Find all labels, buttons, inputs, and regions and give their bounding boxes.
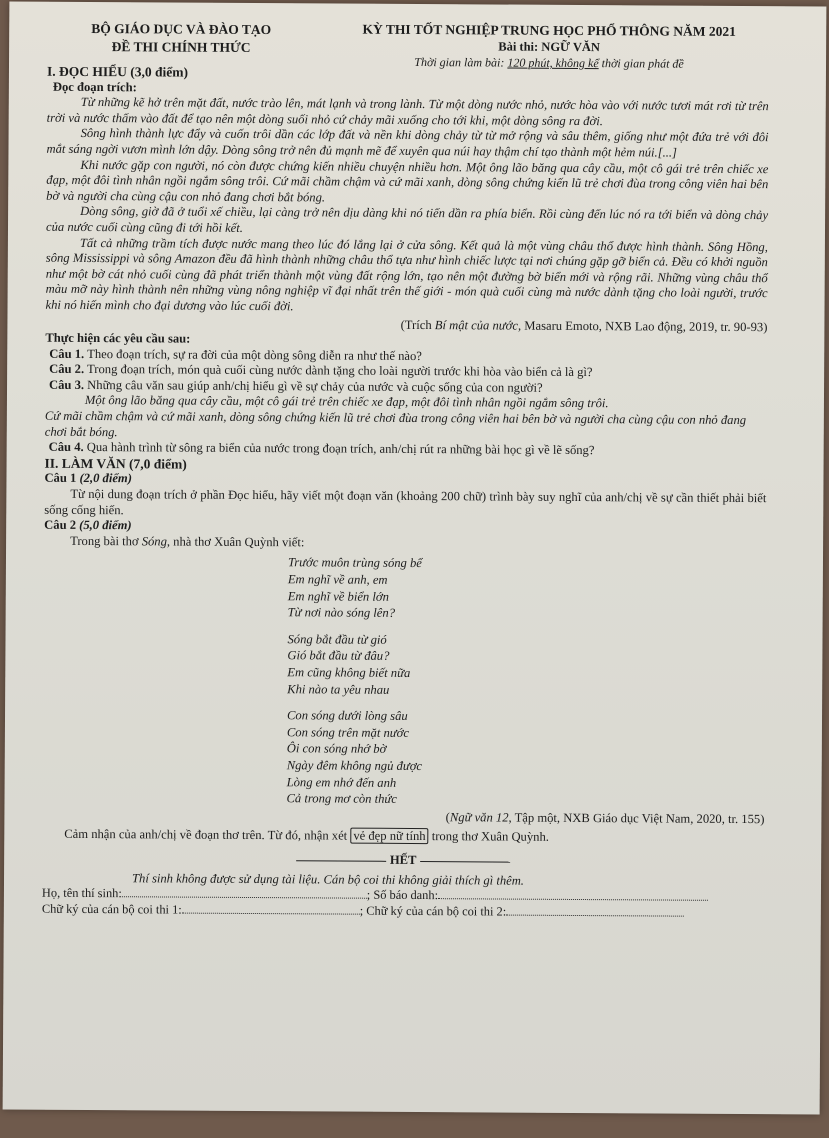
question-3-quote: Cứ mãi chầm chậm và cứ mãi xanh, dòng sông chứng kiến lũ trẻ chơi đùa trong công viên hai bên bờ và người cha cùng cậu con nhỏ đang chơi bắt bóng. xyxy=(44,408,747,439)
essay-1-label: Câu 1 (2,0 điểm) xyxy=(44,471,132,486)
poem-line: Khi nào ta yêu nhau xyxy=(287,681,390,697)
poem-stanza xyxy=(286,707,765,809)
exam-note: Thí sinh không được sử dụng tài liệu. Cán bộ coi thi không giải thích gì thêm. xyxy=(131,870,525,888)
passage-paragraph: Từ những kẽ hở trên mặt đất, nước trào lên, mát lạnh và trong lành. Từ một dòng nước nhỏ, nước hòa vào với nước tươi mát rơi từ trên trời và nước thấm vào đất để tạo nên một dòng suối nhỏ cứ chảy mãi xuống cho tới khi, một dòng sông ra đời. xyxy=(46,95,769,128)
candidate-name-label: Họ, tên thí sinh: xyxy=(41,885,122,901)
exam-header xyxy=(339,22,759,73)
exam-subject: Bài thi: NGỮ VĂN xyxy=(498,39,601,55)
question-1: Câu 1. Theo đoạn trích, sự ra đời của một dòng sông diễn ra như thế nào? xyxy=(49,346,422,363)
exam-content xyxy=(42,64,769,922)
candidate-number-label: ; Số báo danh: xyxy=(366,887,439,903)
part2-heading: II. LÀM VĂN (7,0 điểm) xyxy=(44,455,187,472)
essay-2-label: Câu 2 (5,0 điểm) xyxy=(44,517,132,533)
highlighted-phrase: vẻ đẹp nữ tính xyxy=(350,828,428,844)
proctor-2-signature-field[interactable] xyxy=(506,904,684,916)
question-3: Câu 3. Những câu văn sau giúp anh/chị hiểu gì về sự chảy của nước và cuộc sống của con người? xyxy=(49,377,543,395)
poem-line: Lòng em nhớ đến anh xyxy=(286,774,397,790)
poem-line: Ôi con sóng nhớ bờ xyxy=(286,741,387,757)
candidate-number-field[interactable] xyxy=(438,888,708,901)
poem-line: Em nghĩ về anh, em xyxy=(287,572,388,587)
tasks-heading: Thực hiện các yêu cầu sau: xyxy=(45,330,191,346)
exam-title: KỲ THI TỐT NGHIỆP TRUNG HỌC PHỔ THÔNG NĂM 2021 xyxy=(362,21,736,39)
divider xyxy=(420,861,510,863)
passage-paragraph: Dòng sông, giờ đã ở tuổi xế chiều, lại càng trở nên dịu dàng khi nó tiến dần ra phía biển. Rồi cùng đến lúc nó ra tới biển và dòng chảy của nước cuối cùng cũng đi tới hồi kết. xyxy=(45,204,769,235)
end-marker: HẾT xyxy=(42,851,764,871)
essay-2-intro: Trong bài thơ Sóng, nhà thơ Xuân Quỳnh viết: xyxy=(70,533,305,550)
reading-subheading: Đọc đoạn trích: xyxy=(52,79,137,94)
poem-line: Gió bắt đầu từ đâu? xyxy=(287,648,390,664)
proctor-1-label: Chữ ký của cán bộ coi thi 1: xyxy=(41,901,182,917)
exam-duration: Thời gian làm bài: 120 phút, không kể thời gian phát đề xyxy=(414,54,684,71)
proctor-2-label: ; Chữ ký của cán bộ coi thi 2: xyxy=(359,903,507,919)
exam-paper xyxy=(3,2,827,1115)
poem-line: Con sóng dưới lòng sâu xyxy=(286,708,408,724)
poem-stanza xyxy=(288,555,766,624)
question-4: Câu 4. Qua hành trình từ sông ra biển của nước trong đoạn trích, anh/chị rút ra những bài học gì về lẽ sống? xyxy=(48,440,595,458)
poem-line: Trước muôn trùng sóng bể xyxy=(287,555,422,571)
passage-paragraph: Khi nước gặp con người, nó còn được chứng kiến nhiều chuyện nhiều hơn. Một ông lão băng qua cây cầu, một cô gái trẻ trên chiếc xe đạp, một đôi tình nhân ngồi ngắm sông trôi. Cứ mãi chầm chậm và cứ mãi xanh, dòng sông chứng kiến lũ trẻ chơi đùa trong công viên hai bên bờ và người cha cùng cậu con nhỏ đang chơi bắt bóng. xyxy=(46,157,769,205)
divider xyxy=(296,860,386,862)
poem-excerpt xyxy=(286,555,766,810)
ministry-name: BỘ GIÁO DỤC VÀ ĐÀO TẠO xyxy=(91,21,272,38)
essay-2-task: Cảm nhận của anh/chị về đoạn thơ trên. Từ đó, nhận xét vẻ đẹp nữ tính trong thơ Xuân Quỳnh. xyxy=(64,827,549,845)
question-3-quote: Một ông lão băng qua cây cầu, một cô gái trẻ trên chiếc xe đạp, một đôi tình nhân ngồi ngắm sông trôi. xyxy=(84,393,609,411)
poem-source: (Ngữ văn 12, Tập một, NXB Giáo dục Việt Nam, 2020, tr. 155) xyxy=(445,809,765,826)
ministry-header xyxy=(61,20,301,57)
poem-line: Từ nơi nào sóng lên? xyxy=(287,605,396,621)
candidate-name-field[interactable] xyxy=(122,886,367,898)
poem-line: Em nghĩ về biển lớn xyxy=(287,588,389,604)
poem-line: Sóng bắt đầu từ gió xyxy=(287,632,387,647)
proctor-1-signature-field[interactable] xyxy=(182,902,360,914)
passage-paragraph: Sông hình thành lực đẩy và cuốn trôi dần các lớp đất và nền khi dòng chảy từ từ mở rộng và sâu thêm, giống như một đứa trẻ với đôi mắt sáng ngời vươn mình lớn dậy. Dòng sông trở nên đủ mạnh mẽ để xuyên qua núi hay thậm chí tạo thành một hẻm núi.[...] xyxy=(46,126,769,160)
poem-line: Ngày đêm không ngủ được xyxy=(286,758,423,773)
question-2: Câu 2. Trong đoạn trích, món quà cuối cùng nước dành tặng cho loài người trước khi hòa vào biển cả là gì? xyxy=(49,362,593,380)
poem-line: Con sóng trên mặt nước xyxy=(286,724,410,740)
passage-paragraph: Tất cả những trầm tích được nước mang theo lúc đó lắng lại ở cửa sông. Kết quả là một vùng châu thổ được hình thành. Sông Hồng, sông Mississippi và sông Amazon đều đã hình thành những châu thổ tựa như hình chiếc lược tại nơi chúng gặp gỡ biển cả. Đều có khởi nguồn như một bờ cát nhỏ cuối cùng đã phát triển thành một vùng đất rộng lớn, tạo nên một đường bờ biển mới và rộng rãi. Những vùng châu thổ màu mỡ này hình thành nên những vùng nông nghiệp vĩ đại nhất trên thế giới - món quà cuối cùng mà nước dành tặng cho loài người, trước khi nó hiến mình cho đại dương vào lúc cuối đời. xyxy=(45,235,768,314)
official-label: ĐỀ THI CHÍNH THỨC xyxy=(111,39,251,55)
part1-heading: I. ĐỌC HIỂU (3,0 điểm) xyxy=(46,63,189,80)
essay-1-prompt: Từ nội dung đoạn trích ở phần Đọc hiểu, hãy viết một đoạn văn (khoảng 200 chữ) trình bày suy nghĩ của anh/chị về sự cần thiết phải biết sống cống hiến. xyxy=(44,486,767,517)
poem-line: Cả trong mơ còn thức xyxy=(286,791,397,807)
poem-stanza xyxy=(287,631,765,700)
poem-line: Em cũng không biết nữa xyxy=(287,665,411,680)
passage-source: (Trích Bí mật của nước, Masaru Emoto, NXB Lao động, 2019, tr. 90-93) xyxy=(400,317,768,334)
signature-row xyxy=(42,901,764,921)
